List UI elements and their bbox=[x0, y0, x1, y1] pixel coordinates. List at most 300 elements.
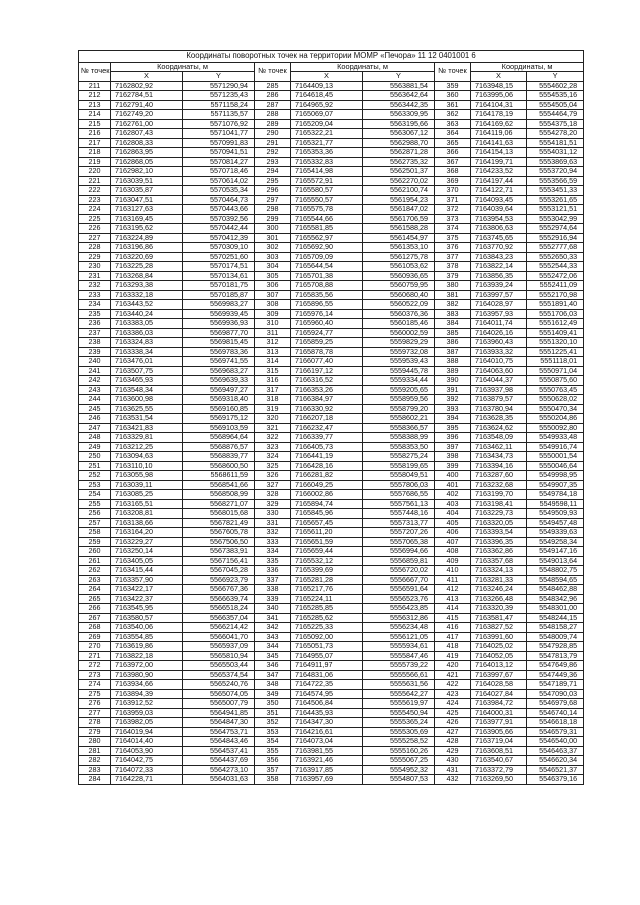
coord-y: 5566639,74 bbox=[183, 594, 255, 604]
coord-x: 7163912,52 bbox=[111, 699, 183, 709]
coord-y: 5549907,35 bbox=[527, 480, 584, 490]
coord-y: 5556994,66 bbox=[363, 547, 435, 557]
coord-x: 7164154,13 bbox=[471, 148, 527, 158]
table-row bbox=[79, 661, 584, 671]
coord-x: 7165069,07 bbox=[291, 110, 363, 120]
coord-y: 5546540,00 bbox=[527, 737, 584, 747]
coord-x: 7164233,52 bbox=[471, 167, 527, 177]
coord-x: 7163806,63 bbox=[471, 224, 527, 234]
point-number: 416 bbox=[435, 623, 471, 633]
coord-y: 5561353,10 bbox=[363, 243, 435, 253]
coord-x: 7163127,63 bbox=[111, 205, 183, 215]
coord-x: 7165285,85 bbox=[291, 604, 363, 614]
coord-x: 7163957,93 bbox=[471, 309, 527, 319]
coord-x: 7163619,86 bbox=[111, 642, 183, 652]
coord-x: 7166353,26 bbox=[291, 385, 363, 395]
coord-y: 5561053,62 bbox=[363, 262, 435, 272]
coord-y: 5565007,79 bbox=[183, 699, 255, 709]
coord-y: 5569815,45 bbox=[183, 338, 255, 348]
coord-y: 5556312,86 bbox=[363, 613, 435, 623]
coord-x: 7164073,04 bbox=[291, 737, 363, 747]
table-row bbox=[79, 746, 584, 756]
coord-x: 7163212,25 bbox=[111, 442, 183, 452]
coord-y: 5550470,34 bbox=[527, 404, 584, 414]
coord-y: 5555642,27 bbox=[363, 689, 435, 699]
coord-x: 7164063,60 bbox=[471, 366, 527, 376]
coord-x: 7163580,57 bbox=[111, 613, 183, 623]
coord-x: 7163232,68 bbox=[471, 480, 527, 490]
point-number: 233 bbox=[79, 290, 111, 300]
coord-y: 5548158,27 bbox=[527, 623, 584, 633]
coord-x: 7163917,85 bbox=[291, 765, 363, 775]
point-number: 298 bbox=[255, 205, 291, 215]
point-number: 320 bbox=[255, 414, 291, 424]
point-number: 240 bbox=[79, 357, 111, 367]
coord-y: 5570718,46 bbox=[183, 167, 255, 177]
point-number: 267 bbox=[79, 613, 111, 623]
point-number: 400 bbox=[435, 471, 471, 481]
coord-x: 7164197,44 bbox=[471, 176, 527, 186]
table-row bbox=[79, 651, 584, 661]
coord-x: 7165581,85 bbox=[291, 224, 363, 234]
col-header-coords: Координаты, м bbox=[111, 62, 255, 72]
coord-y: 5546979,68 bbox=[527, 699, 584, 709]
point-number: 391 bbox=[435, 385, 471, 395]
coord-x: 7165575,78 bbox=[291, 205, 363, 215]
point-number: 395 bbox=[435, 423, 471, 433]
coord-y: 5568271,07 bbox=[183, 499, 255, 509]
coord-x: 7166232,47 bbox=[291, 423, 363, 433]
point-number: 238 bbox=[79, 338, 111, 348]
point-number: 263 bbox=[79, 575, 111, 585]
point-number: 390 bbox=[435, 376, 471, 386]
coord-x: 7164347,30 bbox=[291, 718, 363, 728]
point-number: 214 bbox=[79, 110, 111, 120]
table-row bbox=[79, 233, 584, 243]
coord-y: 5563195,66 bbox=[363, 119, 435, 129]
point-number: 325 bbox=[255, 461, 291, 471]
coord-y: 5551891,40 bbox=[527, 300, 584, 310]
point-number: 368 bbox=[435, 167, 471, 177]
point-number: 420 bbox=[435, 661, 471, 671]
table-row bbox=[79, 214, 584, 224]
point-number: 375 bbox=[435, 233, 471, 243]
point-number: 330 bbox=[255, 509, 291, 519]
table-row bbox=[79, 566, 584, 576]
coord-y: 5571076,92 bbox=[183, 119, 255, 129]
table-row bbox=[79, 756, 584, 766]
point-number: 362 bbox=[435, 110, 471, 120]
coord-y: 5570614,02 bbox=[183, 176, 255, 186]
coord-x: 7163246,24 bbox=[471, 585, 527, 595]
coord-x: 7163548,09 bbox=[471, 433, 527, 443]
coord-y: 5553869,63 bbox=[527, 157, 584, 167]
coord-x: 7164435,93 bbox=[291, 708, 363, 718]
point-number: 352 bbox=[255, 718, 291, 728]
point-number: 236 bbox=[79, 319, 111, 329]
table-row bbox=[79, 670, 584, 680]
coord-x: 7163827,52 bbox=[471, 623, 527, 633]
point-number: 370 bbox=[435, 186, 471, 196]
col-header-coords: Координаты, м bbox=[471, 62, 584, 72]
coord-y: 5558275,24 bbox=[363, 452, 435, 462]
coord-x: 7163434,73 bbox=[471, 452, 527, 462]
coord-x: 7163225,28 bbox=[111, 262, 183, 272]
coord-x: 7165701,38 bbox=[291, 271, 363, 281]
coord-x: 7163600,98 bbox=[111, 395, 183, 405]
point-number: 383 bbox=[435, 309, 471, 319]
point-number: 340 bbox=[255, 604, 291, 614]
table-row bbox=[79, 309, 584, 319]
coord-x: 7164169,62 bbox=[471, 119, 527, 129]
point-number: 260 bbox=[79, 547, 111, 557]
coord-x: 7163320,05 bbox=[471, 518, 527, 528]
point-number: 290 bbox=[255, 129, 291, 139]
coord-y: 5562871,28 bbox=[363, 148, 435, 158]
point-number: 355 bbox=[255, 746, 291, 756]
point-number: 304 bbox=[255, 262, 291, 272]
point-number: 278 bbox=[79, 718, 111, 728]
coord-x: 7164019,94 bbox=[111, 727, 183, 737]
point-number: 274 bbox=[79, 680, 111, 690]
table-row bbox=[79, 148, 584, 158]
point-number: 421 bbox=[435, 670, 471, 680]
point-number: 300 bbox=[255, 224, 291, 234]
coord-y: 5554505,04 bbox=[527, 100, 584, 110]
coord-x: 7164618,45 bbox=[291, 91, 363, 101]
coord-x: 7163960,43 bbox=[471, 338, 527, 348]
point-number: 317 bbox=[255, 385, 291, 395]
coord-y: 5551409,41 bbox=[527, 328, 584, 338]
coord-x: 7163959,03 bbox=[111, 708, 183, 718]
point-number: 218 bbox=[79, 148, 111, 158]
coord-y: 5557448,16 bbox=[363, 509, 435, 519]
point-number: 285 bbox=[255, 81, 291, 91]
point-number: 364 bbox=[435, 129, 471, 139]
coord-x: 7166197,12 bbox=[291, 366, 363, 376]
coord-x: 7163198,41 bbox=[471, 499, 527, 509]
coord-x: 7164011,74 bbox=[471, 319, 527, 329]
coord-y: 5552544,33 bbox=[527, 262, 584, 272]
coord-y: 5549013,64 bbox=[527, 556, 584, 566]
point-number: 288 bbox=[255, 110, 291, 120]
point-number: 245 bbox=[79, 404, 111, 414]
coord-x: 7166049,25 bbox=[291, 480, 363, 490]
table-row bbox=[79, 518, 584, 528]
point-number: 318 bbox=[255, 395, 291, 405]
coord-y: 5564941,85 bbox=[183, 708, 255, 718]
col-header-x: X bbox=[291, 72, 363, 82]
coord-y: 5556591,64 bbox=[363, 585, 435, 595]
table-row bbox=[79, 347, 584, 357]
coord-x: 7163169,45 bbox=[111, 214, 183, 224]
col-header-num: № точек bbox=[255, 62, 291, 81]
point-number: 360 bbox=[435, 91, 471, 101]
point-number: 417 bbox=[435, 632, 471, 642]
coord-y: 5571041,77 bbox=[183, 129, 255, 139]
coord-y: 5564753,71 bbox=[183, 727, 255, 737]
coord-y: 5562501,37 bbox=[363, 167, 435, 177]
coord-x: 7164039,64 bbox=[471, 205, 527, 215]
coord-x: 7163545,95 bbox=[111, 604, 183, 614]
table-row bbox=[79, 366, 584, 376]
coord-y: 5553566,59 bbox=[527, 176, 584, 186]
coord-y: 5557806,03 bbox=[363, 480, 435, 490]
coord-y: 5563067,12 bbox=[363, 129, 435, 139]
point-number: 393 bbox=[435, 404, 471, 414]
coord-y: 5550628,02 bbox=[527, 395, 584, 405]
coord-x: 7164574,95 bbox=[291, 689, 363, 699]
table-row bbox=[79, 167, 584, 177]
point-number: 254 bbox=[79, 490, 111, 500]
coord-x: 7163110,10 bbox=[111, 461, 183, 471]
coord-y: 5560680,40 bbox=[363, 290, 435, 300]
point-number: 253 bbox=[79, 480, 111, 490]
table-row bbox=[79, 328, 584, 338]
point-number: 284 bbox=[79, 775, 111, 785]
point-number: 333 bbox=[255, 537, 291, 547]
coord-x: 7164831,06 bbox=[291, 670, 363, 680]
coord-y: 5552916,94 bbox=[527, 233, 584, 243]
coord-x: 7163625,55 bbox=[111, 404, 183, 414]
table-row bbox=[79, 157, 584, 167]
coord-y: 5563309,95 bbox=[363, 110, 435, 120]
coord-y: 5561454,97 bbox=[363, 233, 435, 243]
coord-y: 5565810,94 bbox=[183, 651, 255, 661]
point-number: 341 bbox=[255, 613, 291, 623]
coord-x: 7163229,27 bbox=[111, 537, 183, 547]
coord-x: 7165960,40 bbox=[291, 319, 363, 329]
point-number: 242 bbox=[79, 376, 111, 386]
coord-x: 7163879,57 bbox=[471, 395, 527, 405]
coord-x: 7164104,31 bbox=[471, 100, 527, 110]
coord-y: 5566767,36 bbox=[183, 585, 255, 595]
point-number: 222 bbox=[79, 186, 111, 196]
point-number: 328 bbox=[255, 490, 291, 500]
point-number: 394 bbox=[435, 414, 471, 424]
coord-y: 5561954,23 bbox=[363, 195, 435, 205]
coord-x: 7163822,14 bbox=[471, 262, 527, 272]
coord-y: 5558388,99 bbox=[363, 433, 435, 443]
coord-x: 7164216,61 bbox=[291, 727, 363, 737]
coord-x: 7165353,36 bbox=[291, 148, 363, 158]
coord-x: 7163324,83 bbox=[111, 338, 183, 348]
coord-x: 7163396,35 bbox=[471, 537, 527, 547]
point-number: 244 bbox=[79, 395, 111, 405]
coord-y: 5570185,87 bbox=[183, 290, 255, 300]
coord-y: 5570464,73 bbox=[183, 195, 255, 205]
point-number: 405 bbox=[435, 518, 471, 528]
coord-y: 5550875,60 bbox=[527, 376, 584, 386]
point-number: 229 bbox=[79, 252, 111, 262]
coord-y: 5549339,63 bbox=[527, 528, 584, 538]
coord-y: 5558799,20 bbox=[363, 404, 435, 414]
point-number: 261 bbox=[79, 556, 111, 566]
coord-y: 5563442,35 bbox=[363, 100, 435, 110]
coord-y: 5552777,68 bbox=[527, 243, 584, 253]
col-header-num: № точек bbox=[435, 62, 471, 81]
coord-x: 7163055,98 bbox=[111, 471, 183, 481]
point-number: 273 bbox=[79, 670, 111, 680]
point-number: 371 bbox=[435, 195, 471, 205]
coord-y: 5559539,43 bbox=[363, 357, 435, 367]
coord-y: 5549509,93 bbox=[527, 509, 584, 519]
coord-y: 5569160,85 bbox=[183, 404, 255, 414]
coord-x: 7163939,24 bbox=[471, 281, 527, 291]
table-row bbox=[79, 100, 584, 110]
coord-y: 5549258,34 bbox=[527, 537, 584, 547]
coord-y: 5570134,61 bbox=[183, 271, 255, 281]
coord-y: 5568611,59 bbox=[183, 471, 255, 481]
point-number: 412 bbox=[435, 585, 471, 595]
point-number: 379 bbox=[435, 271, 471, 281]
coord-x: 7163540,06 bbox=[111, 623, 183, 633]
point-number: 408 bbox=[435, 547, 471, 557]
coord-x: 7165924,77 bbox=[291, 328, 363, 338]
coord-y: 5547649,86 bbox=[527, 661, 584, 671]
coord-y: 5570251,60 bbox=[183, 252, 255, 262]
col-header-y: Y bbox=[183, 72, 255, 82]
coord-y: 5568015,68 bbox=[183, 509, 255, 519]
coord-y: 5567045,28 bbox=[183, 566, 255, 576]
table-row bbox=[79, 509, 584, 519]
coord-x: 7163981,55 bbox=[291, 746, 363, 756]
coord-y: 5549933,48 bbox=[527, 433, 584, 443]
point-number: 302 bbox=[255, 243, 291, 253]
table-row bbox=[79, 176, 584, 186]
coord-y: 5562735,32 bbox=[363, 157, 435, 167]
point-number: 347 bbox=[255, 670, 291, 680]
coord-x: 7163085,25 bbox=[111, 490, 183, 500]
coord-x: 7165532,12 bbox=[291, 556, 363, 566]
coord-y: 5548009,74 bbox=[527, 632, 584, 642]
coord-y: 5570309,10 bbox=[183, 243, 255, 253]
table-row bbox=[79, 528, 584, 538]
point-number: 225 bbox=[79, 214, 111, 224]
coord-x: 7163443,52 bbox=[111, 300, 183, 310]
coord-x: 7163039,11 bbox=[111, 480, 183, 490]
point-number: 231 bbox=[79, 271, 111, 281]
point-number: 410 bbox=[435, 566, 471, 576]
coord-x: 7166441,19 bbox=[291, 452, 363, 462]
coord-y: 5569497,27 bbox=[183, 385, 255, 395]
coord-y: 5569983,27 bbox=[183, 300, 255, 310]
coord-y: 5551118,01 bbox=[527, 357, 584, 367]
coord-y: 5568876,57 bbox=[183, 442, 255, 452]
coord-y: 5570535,34 bbox=[183, 186, 255, 196]
coord-y: 5556234,48 bbox=[363, 623, 435, 633]
coord-x: 7163386,03 bbox=[111, 328, 183, 338]
coord-x: 7164028,97 bbox=[471, 300, 527, 310]
point-number: 303 bbox=[255, 252, 291, 262]
coord-y: 5556423,85 bbox=[363, 604, 435, 614]
coord-x: 7164014,40 bbox=[111, 737, 183, 747]
point-number: 348 bbox=[255, 680, 291, 690]
table-row bbox=[79, 290, 584, 300]
coord-x: 7163954,53 bbox=[471, 214, 527, 224]
coord-x: 7162791,40 bbox=[111, 100, 183, 110]
point-number: 346 bbox=[255, 661, 291, 671]
coord-x: 7165217,76 bbox=[291, 585, 363, 595]
coord-y: 5568600,50 bbox=[183, 461, 255, 471]
coord-x: 7165414,98 bbox=[291, 167, 363, 177]
point-number: 331 bbox=[255, 518, 291, 528]
coord-x: 7163047,51 bbox=[111, 195, 183, 205]
point-number: 411 bbox=[435, 575, 471, 585]
coord-x: 7163362,86 bbox=[471, 547, 527, 557]
coord-x: 7163195,62 bbox=[111, 224, 183, 234]
point-number: 429 bbox=[435, 746, 471, 756]
table-row bbox=[79, 252, 584, 262]
coord-y: 5570443,66 bbox=[183, 205, 255, 215]
coord-x: 7165399,69 bbox=[291, 566, 363, 576]
coord-x: 7163540,67 bbox=[471, 756, 527, 766]
coord-y: 5550971,04 bbox=[527, 366, 584, 376]
coord-x: 7163581,47 bbox=[471, 613, 527, 623]
coord-x: 7162808,33 bbox=[111, 138, 183, 148]
coord-x: 7162802,92 bbox=[111, 81, 183, 91]
coord-x: 7163357,90 bbox=[111, 575, 183, 585]
coord-x: 7165224,11 bbox=[291, 594, 363, 604]
coord-x: 7164178,19 bbox=[471, 110, 527, 120]
coord-y: 5546740,14 bbox=[527, 708, 584, 718]
table-row bbox=[79, 224, 584, 234]
coord-y: 5555450,94 bbox=[363, 708, 435, 718]
point-number: 385 bbox=[435, 328, 471, 338]
coord-x: 7163415,44 bbox=[111, 566, 183, 576]
point-number: 406 bbox=[435, 528, 471, 538]
coord-x: 7163094,63 bbox=[111, 452, 183, 462]
coord-y: 5553121,51 bbox=[527, 205, 584, 215]
coord-y: 5565503,44 bbox=[183, 661, 255, 671]
coord-y: 5559732,08 bbox=[363, 347, 435, 357]
coord-y: 5555160,26 bbox=[363, 746, 435, 756]
table-row bbox=[79, 680, 584, 690]
point-number: 324 bbox=[255, 452, 291, 462]
coord-x: 7165894,74 bbox=[291, 499, 363, 509]
coord-x: 7163934,66 bbox=[111, 680, 183, 690]
point-number: 246 bbox=[79, 414, 111, 424]
point-number: 235 bbox=[79, 309, 111, 319]
coord-y: 5565937,09 bbox=[183, 642, 255, 652]
point-number: 279 bbox=[79, 727, 111, 737]
coord-y: 5554031,12 bbox=[527, 148, 584, 158]
coord-y: 5565374,54 bbox=[183, 670, 255, 680]
coord-x: 7163357,68 bbox=[471, 556, 527, 566]
point-number: 305 bbox=[255, 271, 291, 281]
point-number: 281 bbox=[79, 746, 111, 756]
coord-y: 5549457,48 bbox=[527, 518, 584, 528]
point-number: 271 bbox=[79, 651, 111, 661]
coord-y: 5552472,06 bbox=[527, 271, 584, 281]
table-row bbox=[79, 91, 584, 101]
coord-y: 5552411,09 bbox=[527, 281, 584, 291]
coord-x: 7163269,50 bbox=[471, 775, 527, 785]
point-number: 430 bbox=[435, 756, 471, 766]
coord-y: 5548594,65 bbox=[527, 575, 584, 585]
point-number: 431 bbox=[435, 765, 471, 775]
coord-y: 5554464,79 bbox=[527, 110, 584, 120]
coord-y: 5559205,65 bbox=[363, 385, 435, 395]
coord-y: 5554535,16 bbox=[527, 91, 584, 101]
point-number: 327 bbox=[255, 480, 291, 490]
coord-y: 5555631,56 bbox=[363, 680, 435, 690]
coord-y: 5555365,24 bbox=[363, 718, 435, 728]
coord-y: 5555067,25 bbox=[363, 756, 435, 766]
coord-x: 7163933,32 bbox=[471, 347, 527, 357]
coord-y: 5558049,51 bbox=[363, 471, 435, 481]
coord-x: 7166316,52 bbox=[291, 376, 363, 386]
